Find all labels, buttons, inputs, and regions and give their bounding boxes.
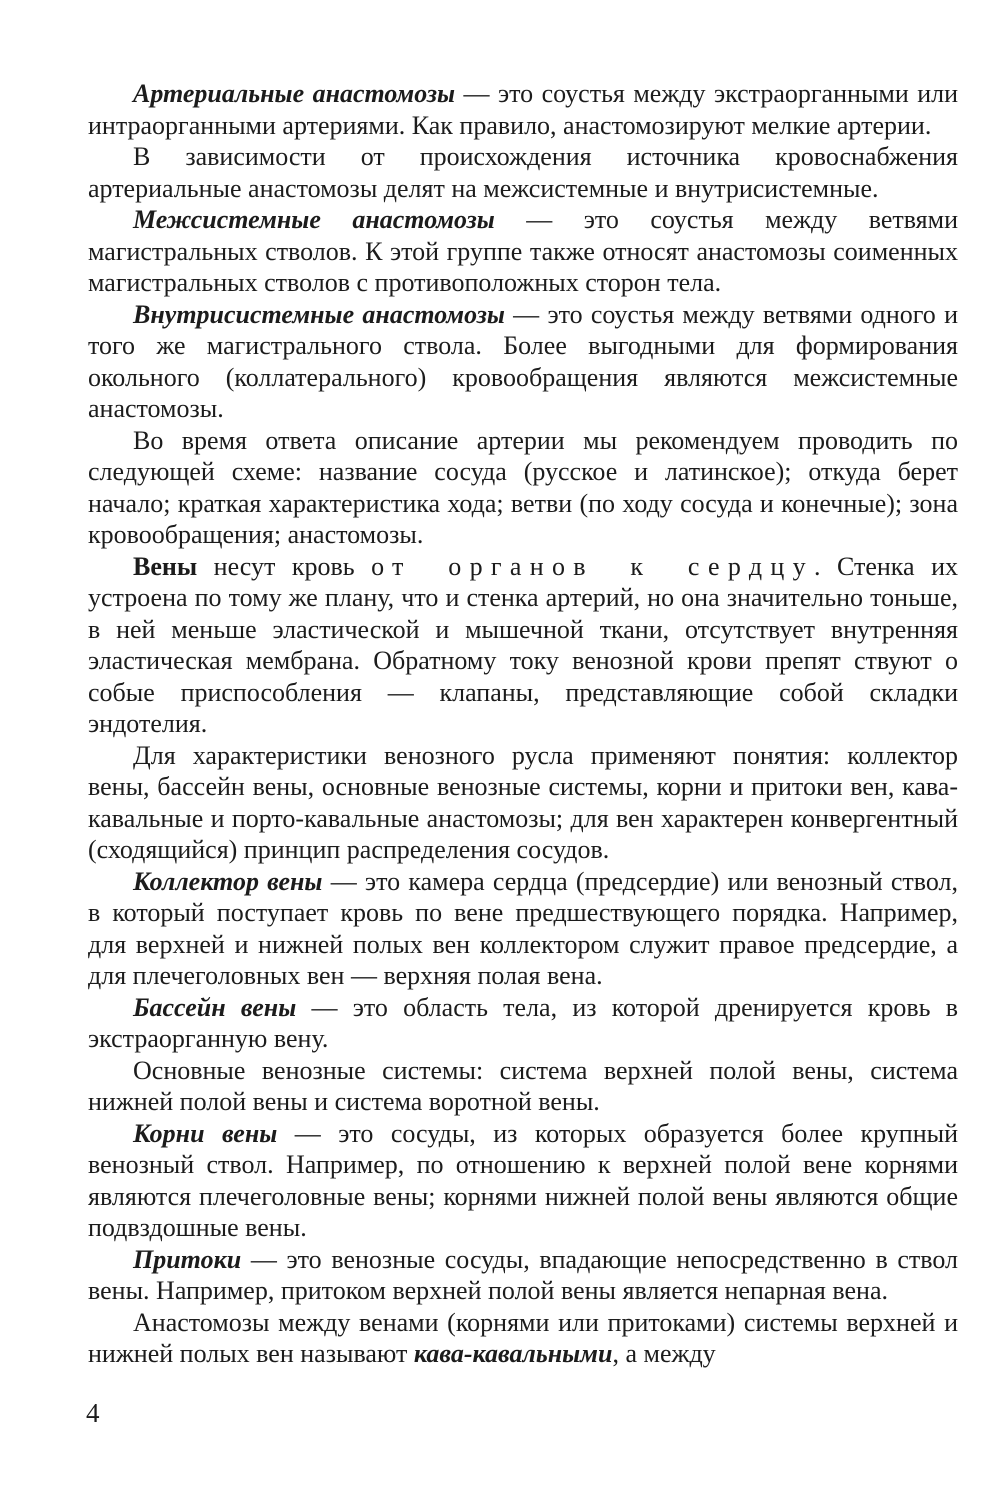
paragraph-arterial-anastomoses	[88, 78, 958, 141]
paragraph-veins	[88, 551, 958, 740]
term-veins: Вены	[133, 551, 198, 581]
term-tributaries: Притоки	[133, 1244, 242, 1274]
term-arterial-anastomoses: Артериальные анастомозы	[133, 79, 456, 108]
paragraph-intersystem-anastomoses	[88, 204, 958, 299]
paragraph-tributaries	[88, 1244, 958, 1307]
text-segment: В зависимости от происхождения источника кровоснабжения артериальные анастомозы делят на межсистемные и внутрисистемные.	[88, 142, 958, 203]
body-text	[88, 78, 958, 1370]
text-segment: несут кровь	[197, 551, 372, 581]
term-vein-basin: Бассейн вены	[133, 992, 297, 1022]
paragraph-vein-roots	[88, 1118, 958, 1244]
text-segment: — это соустья между экстраорганными или интраорганными артериями. Как правило, анастомозируют мелкие артерии.	[88, 79, 958, 140]
text-segment: , а между	[612, 1339, 716, 1368]
term-cava-caval: кава-кавальными	[413, 1339, 613, 1368]
paragraph-main-venous-systems	[88, 1055, 958, 1118]
text-segment: — это венозные сосуды, впадающие непосредственно в ствол вены. Например, притоком верхней полой вены является непарная вена.	[88, 1244, 958, 1305]
paragraph-vein-basin	[88, 992, 958, 1055]
text-segment: — это камера сердца (предсердие) или венозный ствол, в который поступает кровь по вене предшествующего порядка. Например, для верхней и нижней полых вен коллектором служит правое предсердие, а для плечеголовных вен — верхняя полая вена.	[88, 866, 958, 990]
term-vein-collector: Коллектор вены	[133, 866, 323, 896]
paragraph-origin-classification	[88, 141, 958, 204]
paragraph-venous-bed-concepts	[88, 740, 958, 866]
text-segment: Во время ответа описание артерии мы рекомендуем проводить по следующей схеме: название сосуда (русское и латинское); откуда берет начало; краткая характеристика хода; ветви (по ходу сосуда и конечные); зона кровообращения; анастомозы.	[88, 425, 958, 549]
paragraph-artery-description-scheme	[88, 425, 958, 551]
term-intrasystem-anastomoses: Внутрисистемные анастомозы	[133, 299, 505, 329]
letterspaced-phrase: от органов к сердцу	[371, 551, 814, 581]
page-number: 4	[86, 1398, 100, 1428]
paragraph-vein-collector	[88, 866, 958, 992]
term-intersystem-anastomoses: Межсистемные анастомозы	[133, 205, 495, 234]
text-segment: . Стенка их устроена по тому же плану, что и стенка артерий, но она значительно тоньше, в ней меньше эластической и мышечной ткани, отсутствует внутренняя эластическая мембрана. Обратному току венозной крови препят ствуют о собые приспособления — клапаны, представляющие собой складки эндотелия.	[88, 551, 958, 738]
text-segment: — это сосуды, из которых образуется более крупный венозный ствол. Например, по отношению к верхней полой вене корнями являются плечеголовные вены; корнями нижней полой вены являются общие подвздошные вены.	[88, 1118, 958, 1242]
text-segment: Основные венозные системы: система верхней полой вены, система нижней полой вены и система воротной вены.	[88, 1055, 958, 1116]
term-vein-roots: Корни вены	[133, 1118, 278, 1148]
text-segment: Для характеристики венозного русла применяют понятия: коллектор вены, бассейн вены, основные венозные системы, корни и притоки вен, кава-кавальные и порто-кавальные анастомозы; для вен характерен конвергентный (сходящийся) принцип распределения сосудов.	[88, 740, 958, 864]
text-segment: — это соустья между ветвями одного и того же магистрального ствола. Более выгодными для формирования окольного (коллатерального) кровообращения являются межсистемные анастомозы.	[88, 299, 958, 423]
paragraph-intrasystem-anastomoses	[88, 299, 958, 425]
text-segment: — это соустья между ветвями магистральных стволов. К этой группе также относят анастомозы соименных магистральных стволов с противоположных сторон тела.	[88, 205, 958, 297]
text-segment: Анастомозы между венами (корнями или притоками) системы верхней и нижней полых вен называют	[88, 1307, 958, 1368]
paragraph-cava-caval-anastomoses	[88, 1307, 958, 1370]
text-segment: — это область тела, из которой дренируется кровь в экстраорганную вену.	[88, 992, 958, 1053]
